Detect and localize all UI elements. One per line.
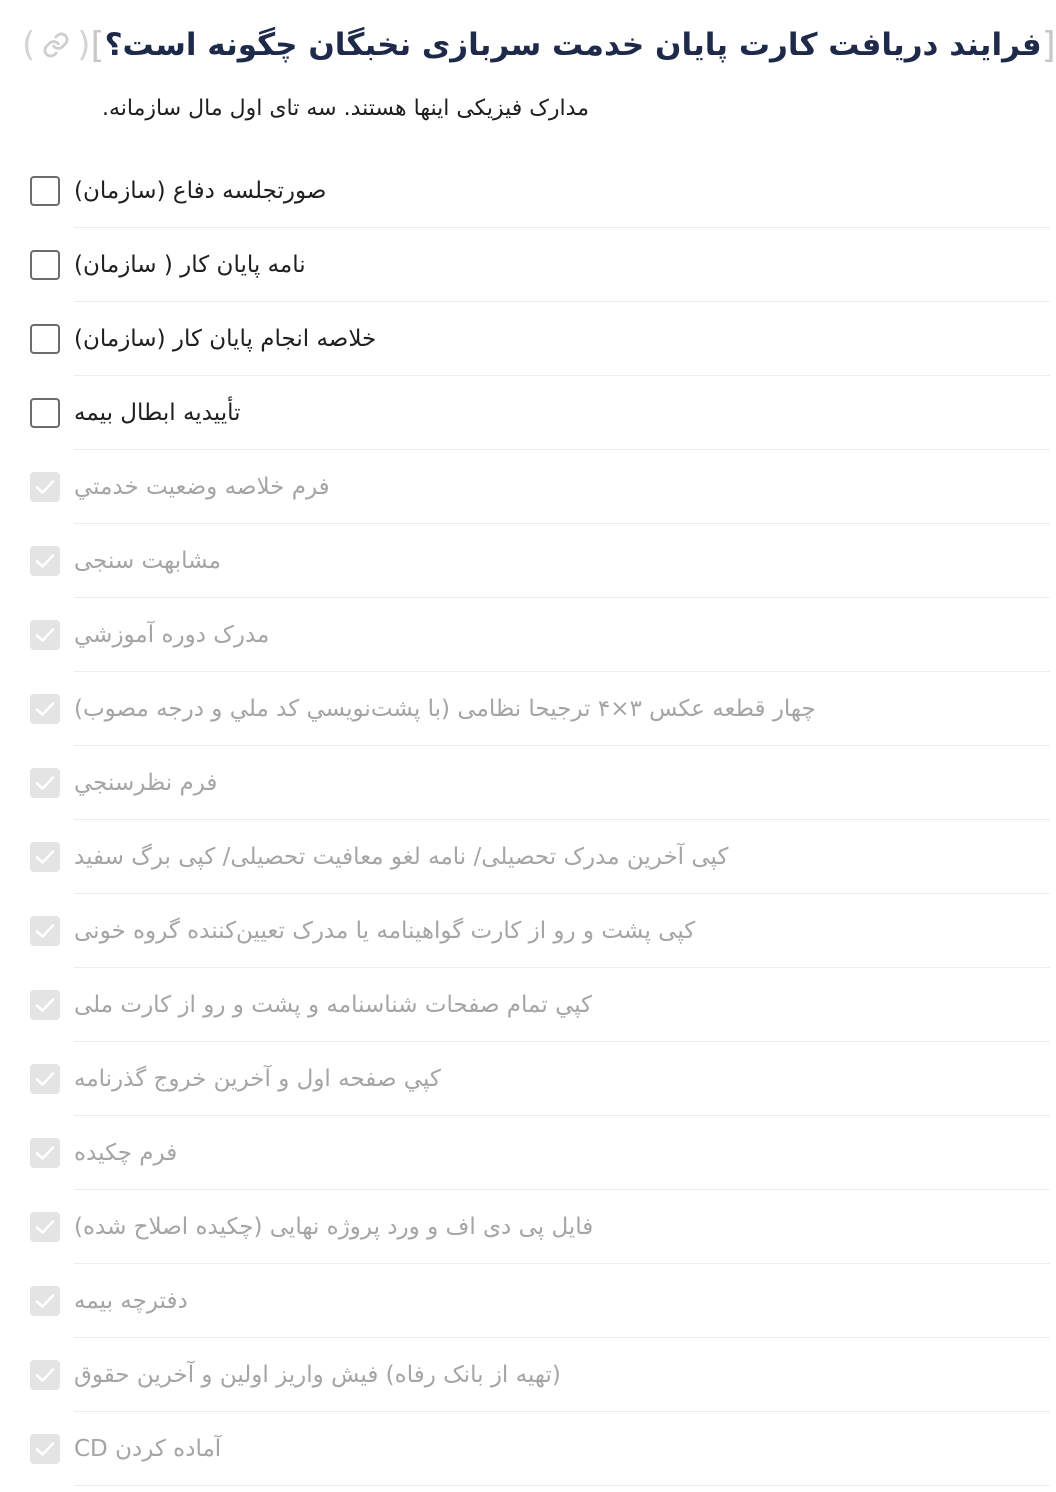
checkbox-checked[interactable]	[30, 1138, 60, 1168]
checklist-item-label: تأییدیه ابطال بیمه	[74, 400, 241, 426]
checklist-item	[24, 968, 1050, 1042]
checklist-item-label: صورتجلسه دفاع (سازمان)	[74, 178, 327, 204]
checkmark-icon	[35, 848, 55, 866]
checkbox-unchecked[interactable]	[30, 250, 60, 280]
checklist-item	[24, 302, 1050, 376]
checklist-item	[24, 524, 1050, 598]
checkbox-checked[interactable]	[30, 768, 60, 798]
checklist-item	[24, 1264, 1050, 1338]
checklist-item-label: چهار قطعه عکس ۳×۴ ترجیحا نظامی (با پشت‌نویسي کد ملي و درجه مصوب)	[74, 696, 816, 722]
checkbox-checked[interactable]	[30, 1360, 60, 1390]
checkmark-icon	[35, 700, 55, 718]
checkmark-icon	[35, 774, 55, 792]
checklist-item	[24, 1412, 1050, 1486]
page-title-text: فرایند دریافت کارت پایان خدمت سربازی نخبگان چگونه است؟	[104, 27, 1042, 63]
checklist-item-label: آماده کردن CD	[74, 1436, 222, 1462]
checklist-item	[24, 746, 1050, 820]
checkbox-checked[interactable]	[30, 990, 60, 1020]
checklist-item	[24, 1190, 1050, 1264]
title-bracket-open: [	[1041, 24, 1056, 66]
checkmark-icon	[35, 1144, 55, 1162]
checklist-item-label: کپي صفحه اول و آخرین خروج گذرنامه	[74, 1066, 441, 1092]
checkbox-checked[interactable]	[30, 546, 60, 576]
checklist-item-label: فایل پی دی اف و ورد پروژه نهایی (چکیده اصلاح شده)	[74, 1214, 594, 1240]
link-icon[interactable]	[39, 28, 73, 62]
checklist-item-label: کپی پشت و رو از کارت گواهینامه یا مدرک تعیین‌کننده گروه خونی	[74, 918, 696, 944]
checklist-item-label: (تهیه از بانک رفاه) فیش واریز اولین و آخرین حقوق	[74, 1362, 561, 1388]
page-title	[91, 25, 1056, 66]
checkbox-checked[interactable]	[30, 1434, 60, 1464]
checklist-item-label: کپی آخرین مدرک تحصیلی/ نامه لغو معافیت تحصیلی/ کپی برگ سفید	[74, 844, 729, 870]
checklist-item	[24, 672, 1050, 746]
checklist-item	[24, 1042, 1050, 1116]
checkbox-checked[interactable]	[30, 916, 60, 946]
checklist-item	[24, 154, 1050, 228]
checkbox-checked[interactable]	[30, 472, 60, 502]
checkmark-icon	[35, 1366, 55, 1384]
anchor-paren-close: )	[77, 25, 91, 65]
checkmark-icon	[35, 478, 55, 496]
checkbox-checked[interactable]	[30, 1212, 60, 1242]
checkbox-unchecked[interactable]	[30, 324, 60, 354]
checklist-item	[24, 820, 1050, 894]
checklist-item-label: فرم نظرسنجي	[74, 770, 218, 796]
checklist-item-label: مشابهت سنجی	[74, 548, 221, 574]
checkbox-checked[interactable]	[30, 1286, 60, 1316]
checkmark-icon	[35, 1070, 55, 1088]
heading-anchor-link[interactable]	[22, 25, 91, 65]
checklist-item-label: فرم چکیده	[74, 1140, 178, 1166]
heading	[22, 16, 1056, 74]
checklist-item	[24, 1116, 1050, 1190]
checklist-item-label: دفترچه بیمه	[74, 1288, 188, 1314]
checklist-item	[24, 450, 1050, 524]
checkmark-icon	[35, 1218, 55, 1236]
checkbox-checked[interactable]	[30, 1064, 60, 1094]
checklist-item	[24, 1338, 1050, 1412]
title-bracket-close: ]	[90, 24, 105, 66]
checklist-item-label: مدرک دوره آموزشي	[74, 622, 270, 648]
checklist-item-label: کپي تمام صفحات شناسنامه و پشت و رو از کارت ملی	[74, 992, 593, 1018]
checklist-item-label: فرم خلاصه وضعیت خدمتي	[74, 474, 330, 500]
checklist	[24, 154, 1050, 1486]
checkmark-icon	[35, 626, 55, 644]
checkbox-checked[interactable]	[30, 694, 60, 724]
anchor-paren-open: (	[22, 25, 36, 65]
checklist-item	[24, 376, 1050, 450]
checkbox-unchecked[interactable]	[30, 398, 60, 428]
checkmark-icon	[35, 552, 55, 570]
checkmark-icon	[35, 1440, 55, 1458]
checklist-item	[24, 228, 1050, 302]
item-divider	[74, 1485, 1050, 1486]
checklist-item-label: نامه پایان کار ( سازمان)	[74, 252, 306, 278]
checkmark-icon	[35, 922, 55, 940]
intro-text: مدارک فیزیکی اینها هستند. سه تای اول مال سازمانه.	[102, 96, 589, 121]
checklist-item-label: خلاصه انجام پایان کار (سازمان)	[74, 326, 377, 352]
checklist-item	[24, 894, 1050, 968]
checkmark-icon	[35, 996, 55, 1014]
checklist-item	[24, 598, 1050, 672]
checkbox-checked[interactable]	[30, 842, 60, 872]
checkbox-unchecked[interactable]	[30, 176, 60, 206]
checkbox-checked[interactable]	[30, 620, 60, 650]
checkmark-icon	[35, 1292, 55, 1310]
